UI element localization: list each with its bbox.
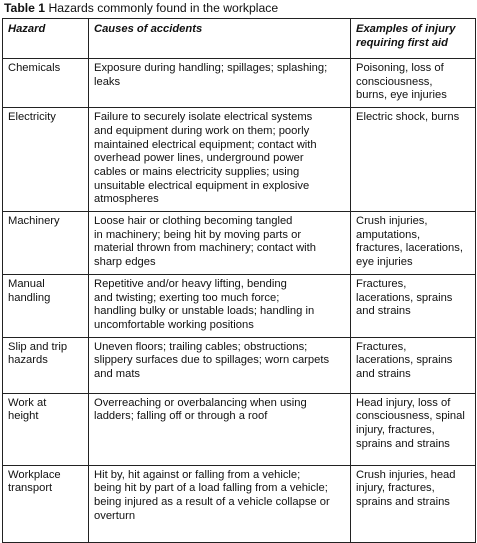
column-header-causes: Causes of accidents xyxy=(89,19,351,59)
injury-line: and strains xyxy=(356,368,411,381)
causes-line: material thrown from machinery; contact with xyxy=(94,242,316,255)
hazard-cell: Chemicals xyxy=(3,59,89,108)
causes-line: ladders; falling off or through a roof xyxy=(94,410,268,423)
injury-cell xyxy=(351,393,476,465)
injury-line: lacerations, sprains xyxy=(356,354,453,367)
injury-line: lacerations, sprains xyxy=(356,291,453,304)
hazard-cell: Manual handling xyxy=(3,274,89,337)
injury-line: Electric shock, burns xyxy=(356,111,460,124)
injury-line: and strains xyxy=(356,305,411,318)
injury-line: fractures, lacerations, xyxy=(356,242,463,255)
table-row xyxy=(3,108,476,212)
causes-cell xyxy=(89,337,351,393)
table-row xyxy=(3,465,476,542)
causes-line: and mats xyxy=(94,368,141,381)
hazard-cell: Slip and trip hazards xyxy=(3,337,89,393)
causes-line: slippery surfaces due to spillages; worn carpets xyxy=(94,354,330,367)
injury-cell xyxy=(351,108,476,212)
injury-line: injury, fractures, xyxy=(356,482,435,495)
table-caption xyxy=(4,1,278,16)
hazard-cell: Work at height xyxy=(3,393,89,465)
causes-line: unsuitable electrical equipment in explosive xyxy=(94,179,310,192)
injury-line: Head injury, loss of xyxy=(356,396,451,409)
hazard-cell: Machinery xyxy=(3,212,89,275)
injury-line: burns, eye injuries xyxy=(356,89,447,102)
table-row xyxy=(3,59,476,108)
column-header-injuries: Examples of injury requiring first aid xyxy=(351,19,476,59)
injury-line: Fractures, xyxy=(356,277,407,290)
causes-line: Uneven floors; trailing cables; obstructions; xyxy=(94,340,308,353)
table-row xyxy=(3,393,476,465)
table-row xyxy=(3,337,476,393)
causes-line: overhead power lines, underground power xyxy=(94,152,304,165)
causes-cell xyxy=(89,465,351,542)
causes-line: and equipment during work on them; poorly xyxy=(94,124,310,137)
injury-line: consciousness, spinal xyxy=(356,410,465,423)
hazards-table xyxy=(2,18,476,543)
causes-line: atmospheres xyxy=(94,193,159,206)
injury-line: consciousness, xyxy=(356,75,433,88)
causes-cell xyxy=(89,393,351,465)
causes-line: being injured as a result of a vehicle collapse or xyxy=(94,496,330,509)
injury-cell xyxy=(351,212,476,275)
table-caption-text: Hazards commonly found in the workplace xyxy=(45,1,279,15)
table-row xyxy=(3,274,476,337)
causes-cell xyxy=(89,108,351,212)
causes-line: and twisting; exerting too much force; xyxy=(94,291,280,304)
causes-line: overturn xyxy=(94,509,136,522)
injury-line: amputations, xyxy=(356,228,421,241)
table-number: Table 1 xyxy=(4,1,46,15)
causes-line: uncomfortable working positions xyxy=(94,318,254,331)
causes-line: Exposure during handling; spillages; splashing; xyxy=(94,62,328,74)
injury-cell xyxy=(351,274,476,337)
table-row xyxy=(3,212,476,275)
causes-line: sharp edges xyxy=(94,256,156,269)
causes-line: Failure to securely isolate electrical systems xyxy=(94,111,313,124)
causes-line: Hit by, hit against or falling from a vehicle; xyxy=(94,468,301,481)
causes-line: cables or mains electricity supplies; using xyxy=(94,165,300,178)
header-row xyxy=(3,19,476,59)
injury-line: Crush injuries, xyxy=(356,215,428,228)
causes-line: maintained electrical equipment; contact with xyxy=(94,138,317,151)
hazard-cell: Electricity xyxy=(3,108,89,212)
injury-line: Fractures, xyxy=(356,340,407,353)
injury-cell xyxy=(351,337,476,393)
table-body xyxy=(3,59,476,543)
injury-cell xyxy=(351,465,476,542)
causes-cell xyxy=(89,212,351,275)
causes-cell xyxy=(89,274,351,337)
causes-line: Repetitive and/or heavy lifting, bending xyxy=(94,277,287,290)
injury-line: injury, fractures, xyxy=(356,424,435,437)
causes-cell xyxy=(89,59,351,108)
injury-cell xyxy=(351,59,476,108)
causes-line: handling bulky or unstable loads; handling in xyxy=(94,305,315,318)
injury-line: eye injuries xyxy=(356,256,413,269)
causes-line: in machinery; being hit by moving parts or xyxy=(94,228,302,241)
hazard-cell: Workplace transport xyxy=(3,465,89,542)
column-header-hazard: Hazard xyxy=(3,19,89,59)
causes-line: Loose hair or clothing becoming tangled xyxy=(94,215,293,228)
causes-line: being hit by part of a load falling from a vehicle; xyxy=(94,482,328,495)
injury-line: sprains and strains xyxy=(356,496,450,509)
injury-line: Crush injuries, head xyxy=(356,468,456,481)
injury-line: Poisoning, loss of xyxy=(356,62,444,74)
causes-line: leaks xyxy=(94,75,121,88)
causes-line: Overreaching or overbalancing when using xyxy=(94,396,307,409)
injury-line: sprains and strains xyxy=(356,437,450,450)
